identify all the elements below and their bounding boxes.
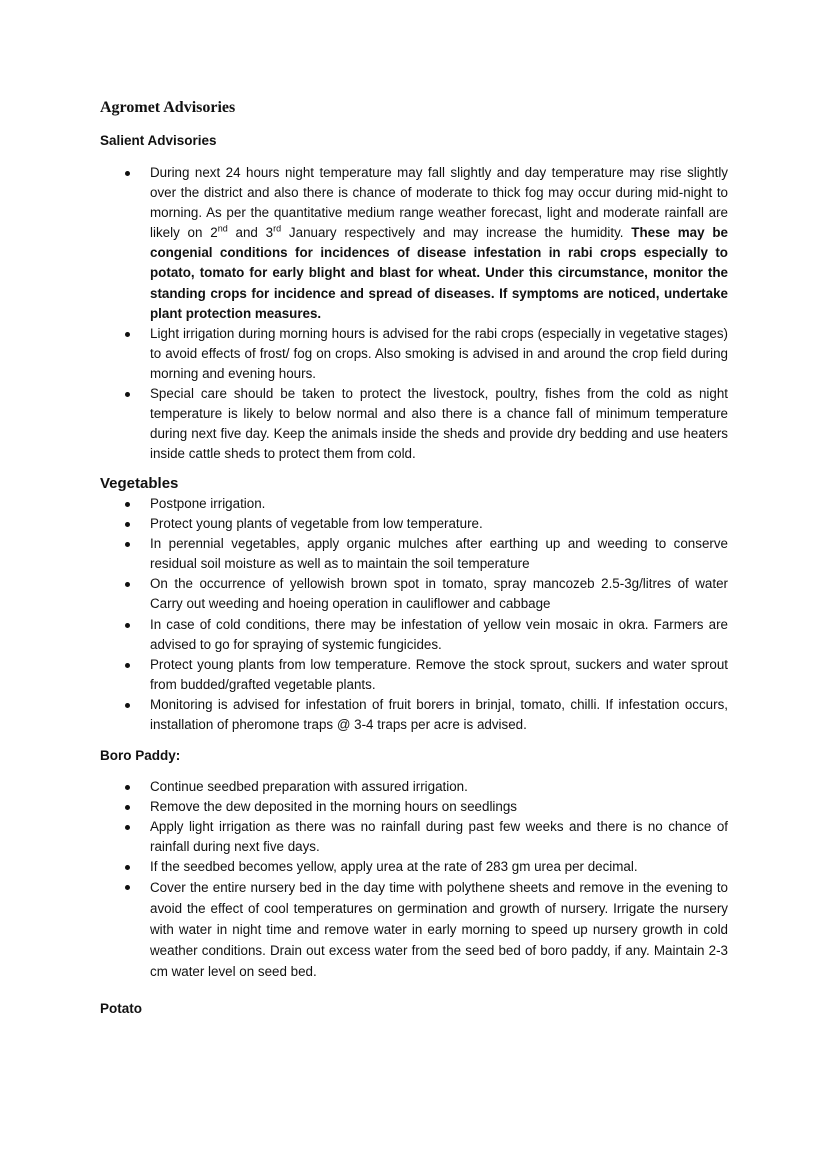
list-item	[100, 877, 728, 982]
list-item	[100, 534, 728, 574]
bullet-icon	[125, 502, 130, 507]
salient-advisories-list	[100, 163, 728, 464]
bullet-icon	[125, 522, 130, 527]
list-item-text: Postpone irrigation.	[150, 496, 266, 511]
list-item-text: Cover the entire nursery bed in the day time with polythene sheets and remove in the evening to avoid the effect of cool temperatures on germination and growth of nursery. Irrigate the nursery with water in night time and remove water in early morning to speed up nursery growth in cold weather conditions. Drain out excess water from the seed bed of boro paddy, if any. Maintain 2-3 cm water level on seed bed.	[150, 880, 728, 980]
list-item-text: In case of cold conditions, there may be infestation of yellow vein mosaic in okra. Farmers are advised to go for spraying of systemic fungicides.	[150, 616, 728, 652]
list-item-text: Remove the dew deposited in the morning hours on seedlings	[150, 799, 517, 815]
list-item	[100, 655, 728, 695]
list-item	[100, 494, 728, 514]
list-item	[100, 514, 728, 534]
bullet-icon	[125, 582, 130, 587]
bullet-icon	[125, 542, 130, 547]
list-item	[100, 324, 728, 384]
section-heading-potato: Potato	[100, 1001, 142, 1016]
list-item	[100, 574, 728, 614]
list-item-text: Monitoring is advised for infestation of fruit borers in brinjal, tomato, chilli. If infestation occurs, installation of pheromone traps @ 3-4 traps per acre is advised.	[150, 696, 728, 733]
list-item-text: Protect young plants from low temperature. Remove the stock sprout, suckers and water sprout from budded/grafted vegetable plants.	[150, 656, 728, 692]
list-item-text: Light irrigation during morning hours is advised for the rabi crops (especially in vegetative stages) to avoid effects of frost/ fog on crops. Also smoking is advised in and around the crop field during morning and evening hours.	[150, 325, 728, 381]
list-item	[100, 857, 728, 877]
list-item-text: In perennial vegetables, apply organic mulches after earthing up and weeding to conserve residual soil moisture as well as to maintain the soil temperature	[150, 536, 728, 572]
list-item-text: Continue seedbed preparation with assured irrigation.	[150, 779, 468, 794]
list-item	[100, 797, 728, 817]
bullet-icon	[125, 392, 130, 397]
bullet-icon	[125, 805, 130, 810]
list-item	[100, 615, 728, 655]
section-heading-salient: Salient Advisories	[100, 133, 217, 148]
bullet-icon	[125, 885, 130, 890]
list-item-text: Apply light irrigation as there was no rainfall during past few weeks and there is no chance of rainfall during next five days.	[150, 819, 728, 855]
bullet-icon	[125, 663, 130, 668]
vegetables-list	[100, 494, 728, 735]
boro-paddy-list	[100, 777, 728, 982]
bullet-icon	[125, 623, 130, 628]
bullet-icon	[125, 703, 130, 708]
bullet-icon	[125, 332, 130, 337]
bullet-icon	[125, 825, 130, 830]
list-item	[100, 777, 728, 797]
bullet-icon	[125, 785, 130, 790]
list-item	[100, 163, 728, 324]
page-title: Agromet Advisories	[100, 99, 236, 116]
list-item-text: Special care should be taken to protect the livestock, poultry, fishes from the cold as night temperature is likely to below normal and also there is a chance fall of minimum temperature during next five day. Keep the animals inside the sheds and provide dry bedding and use heaters inside cattle sheds to protect them from cold.	[150, 386, 728, 462]
list-item	[100, 695, 728, 735]
section-heading-vegetables: Vegetables	[100, 475, 179, 492]
section-heading-boro-paddy: Boro Paddy:	[100, 748, 181, 763]
list-item-text: If the seedbed becomes yellow, apply urea at the rate of 283 gm urea per decimal.	[150, 859, 638, 875]
list-item-text: During next 24 hours night temperature may fall slightly and day temperature may rise slightly over the district and also there is chance of moderate to thick fog may occur during mid-night to morning. As per the quantitative medium range weather forecast, light and moderate rainfall are likely on 2nd and 3rd January respectively and may increase the humidity. These may be congenial conditions for incidences of disease infestation in rabi crops especially to potato, tomato for early blight and blast for wheat. Under this circumstance, monitor the standing crops for incidence and spread of diseases. If symptoms are noticed, undertake plant protection measures.	[150, 165, 729, 321]
list-item	[100, 817, 728, 857]
bullet-icon	[125, 865, 130, 870]
list-item	[100, 384, 728, 464]
list-item-text: Protect young plants of vegetable from low temperature.	[150, 516, 483, 532]
bullet-icon	[125, 171, 130, 176]
list-item-text: On the occurrence of yellowish brown spot in tomato, spray mancozeb 2.5-3g/litres of water Carry out weeding and hoeing operation in cauliflower and cabbage	[150, 576, 728, 612]
